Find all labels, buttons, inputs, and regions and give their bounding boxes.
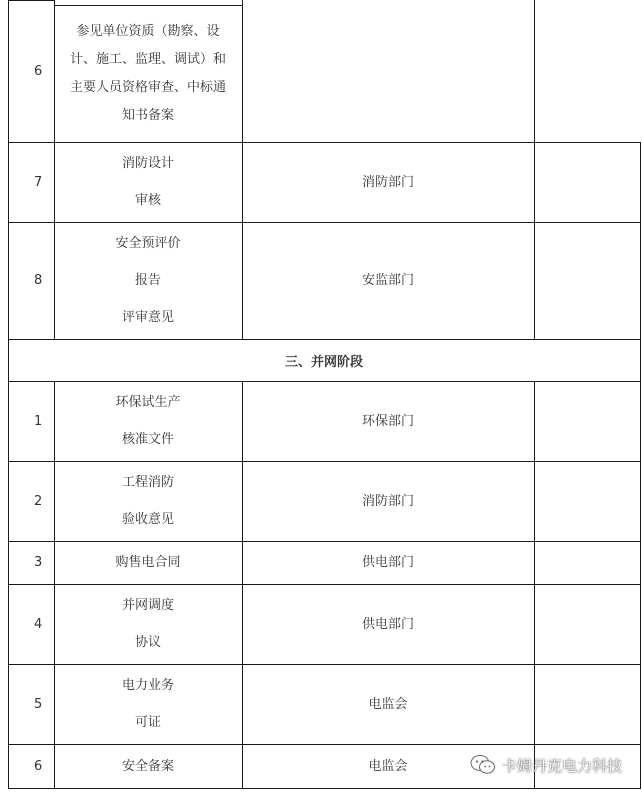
- row-dept: 电监会: [368, 696, 408, 712]
- table-border-v: [242, 0, 243, 339]
- row-item-line: 核准文件: [121, 432, 174, 447]
- row-item-line: 电力业务: [121, 678, 174, 693]
- row-dept-cell: [242, 461, 534, 541]
- row-dept: 供电部门: [361, 555, 414, 570]
- row-dept: 消防部门: [361, 493, 414, 509]
- row-item-line: 可证: [134, 715, 161, 730]
- row-dept: 供电部门: [361, 616, 414, 632]
- table-border-h: [8, 461, 640, 462]
- table-border-v: [640, 142, 641, 789]
- row-dept: 环保部门: [361, 413, 414, 429]
- row-item-line: 知书备案: [121, 108, 174, 123]
- row-number: 8: [34, 273, 43, 288]
- row-item-line: 环保试生产: [115, 395, 181, 410]
- row-dept-cell: [242, 381, 534, 461]
- row-item-line: 报告: [134, 273, 161, 288]
- row-number: 2: [34, 493, 43, 509]
- row-item-line: 参见单位资质（勘察、设: [76, 24, 220, 39]
- row-number: 7: [34, 174, 43, 190]
- row-number-cell: [8, 142, 54, 222]
- table-border-v: [534, 0, 535, 339]
- row-item-line: 验收意见: [121, 512, 174, 527]
- table-border-h: [8, 222, 640, 223]
- row-number-cell: [8, 664, 54, 744]
- row-item-line: 主要人员资格审查、中标通: [69, 80, 226, 95]
- row-number: 1: [34, 413, 43, 429]
- row-number-cell: [8, 461, 54, 541]
- row-item-line: 消防设计: [121, 156, 174, 171]
- row-item-cell: [54, 142, 242, 222]
- table-border-h: [8, 0, 54, 1]
- row-dept-cell: [242, 584, 534, 664]
- row-item-line: 并网调度: [121, 598, 174, 613]
- row-number-cell: [8, 381, 54, 461]
- row-number-cell: [8, 0, 54, 142]
- table-border-v: [54, 381, 55, 789]
- row-number-cell: [8, 222, 54, 339]
- row-item-line: 安全备案: [121, 758, 174, 774]
- row-item-cell: [54, 664, 242, 744]
- row-dept-cell: [242, 0, 534, 142]
- row-item-cell: [54, 222, 242, 339]
- row-dept: 消防部门: [361, 174, 414, 190]
- row-item-line: 购售电合同: [115, 555, 181, 570]
- table-border-h: [8, 664, 640, 665]
- row-item-cell: [54, 6, 242, 142]
- table-border-h: [8, 744, 640, 745]
- wechat-icon: [470, 754, 496, 776]
- row-item-line: 审核: [134, 193, 161, 208]
- row-number-cell: [8, 584, 54, 664]
- row-item-line: 评审意见: [121, 310, 174, 325]
- row-number: 3: [34, 555, 43, 570]
- table-border-h: [8, 381, 640, 382]
- row-dept-cell: [242, 222, 534, 339]
- row-number-cell: [8, 744, 54, 788]
- section-header: [8, 339, 640, 381]
- table-border-h: [8, 584, 640, 585]
- row-dept: 电监会: [368, 758, 408, 774]
- table-border-v: [8, 0, 9, 789]
- table-border-h: [54, 5, 242, 6]
- table-border-v: [242, 381, 243, 789]
- row-dept-cell: [242, 541, 534, 584]
- table-border-v: [534, 381, 535, 789]
- row-dept-cell: [242, 664, 534, 744]
- row-item-cell: [54, 541, 242, 584]
- row-item-cell: [54, 381, 242, 461]
- row-number-cell: [8, 541, 54, 584]
- row-item-line: 安全预评价: [115, 236, 181, 251]
- row-dept: 安监部门: [361, 273, 414, 288]
- row-item-line: 协议: [134, 635, 161, 650]
- watermark-text: 卡姆丹克电力科技: [501, 756, 622, 775]
- table-border-h: [8, 541, 640, 542]
- table-border-h: [8, 788, 640, 789]
- table-border-v: [54, 0, 55, 339]
- row-item-line: 工程消防: [121, 475, 174, 490]
- table-border-h: [8, 339, 640, 340]
- row-item-cell: [54, 584, 242, 664]
- row-number: 6: [34, 63, 43, 79]
- row-number: 4: [34, 616, 43, 632]
- section-title: 三、并网阶段: [284, 354, 363, 370]
- table-border-h: [8, 142, 640, 143]
- row-item-line: 计、施工、监理、调试）和: [69, 52, 226, 67]
- row-item-cell: [54, 744, 242, 788]
- row-number: 5: [34, 696, 43, 712]
- row-dept-cell: [242, 142, 534, 222]
- row-number: 6: [34, 758, 43, 774]
- watermark: [470, 752, 622, 778]
- row-item-cell: [54, 461, 242, 541]
